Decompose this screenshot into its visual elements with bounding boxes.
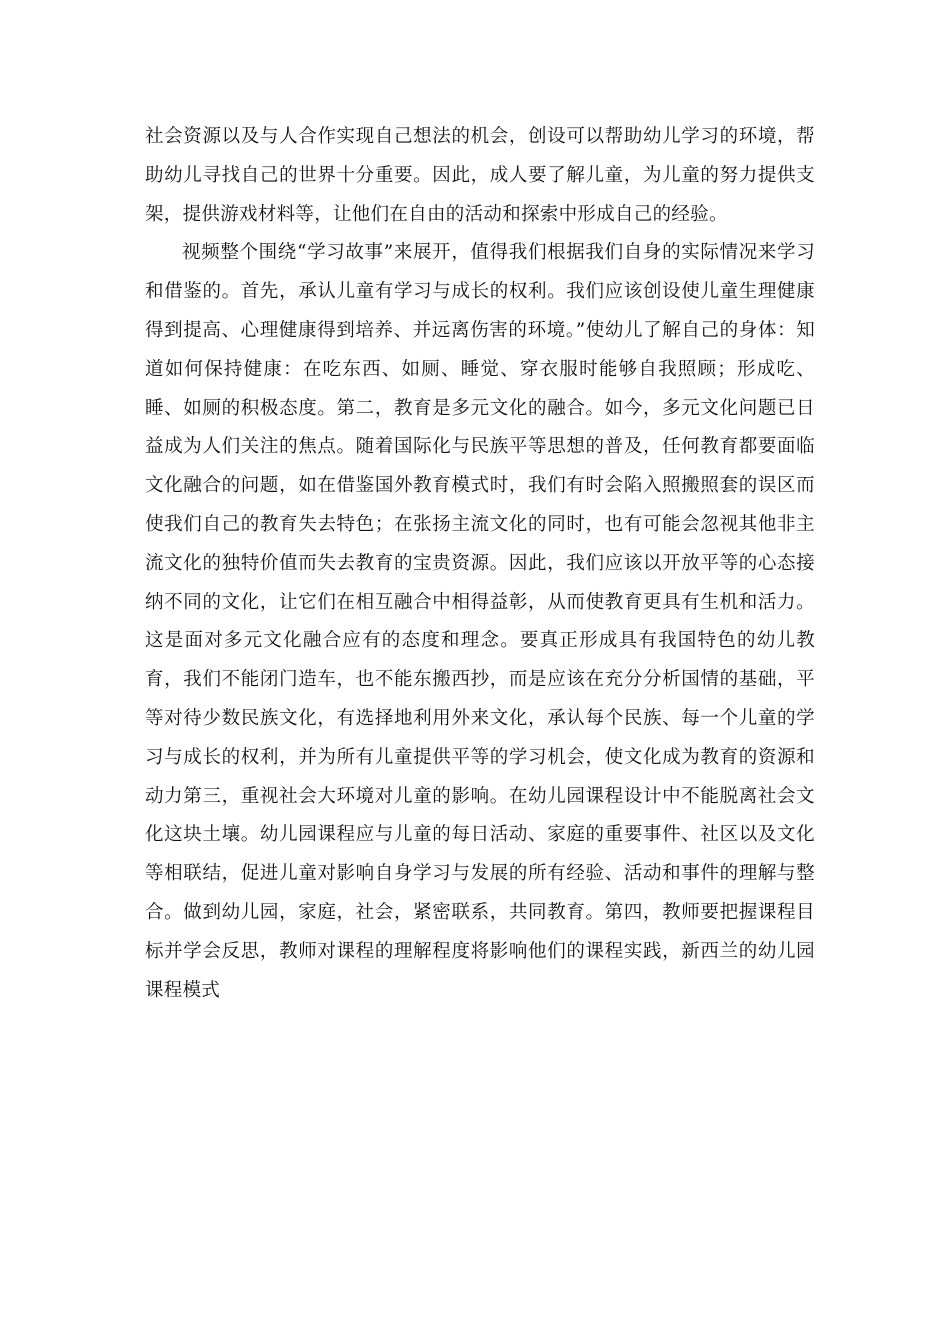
paragraph-1: 社会资源以及与人合作实现自己想法的机会，创设可以帮助幼儿学习的环境，帮助幼儿寻找自己的世界十分重要。因此，成人要了解儿童，为儿童的努力提供支架，提供游戏材料等，让他们在自由的活动和探索中形成自己的经验。 <box>145 126 815 225</box>
paragraph-2: 视频整个围绕“学习故事”来展开，值得我们根据我们自身的实际情况来学习和借鉴的。首先，承认儿童有学习与成长的权利。我们应该创设使儿童生理健康得到提高、心理健康得到培养、并远离伤害的环境。”使幼儿了解自己的身体：知道如何保持健康：在吃东西、如厕、睡觉、穿衣服时能够自我照顾；形成吃、睡、如厕的积极态度。第二，教育是多元文化的融合。如今，多元文化问题已日益成为人们关注的焦点。随着国际化与民族平等思想的普及，任何教育都要面临文化融合的问题，如在借鉴国外教育模式时，我们有时会陷入照搬照套的误区而使我们自己的教育失去特色；在张扬主流文化的同时，也有可能会忽视其他非主流文化的独特价值而失去教育的宝贵资源。因此，我们应该以开放平等的心态接纳不同的文化，让它们在相互融合中相得益彰，从而使教育更具有生机和活力。这是面对多元文化融合应有的态度和理念。要真正形成具有我国特色的幼儿教育，我们不能闭门造车，也不能东搬西抄，而是应该在充分分析国情的基础，平等对待少数民族文化，有选择地利用外来文化，承认每个民族、每一个儿童的学习与成长的权利，并为所有儿童提供平等的学习机会，使文化成为教育的资源和动力第三，重视社会大环境对儿童的影响。在幼儿园课程设计中不能脱离社会文化这块土壤。幼儿园课程应与儿童的每日活动、家庭的重要事件、社区以及文化等相联结，促进儿童对影响自身学习与发展的所有经验、活动和事件的理解与整合。做到幼儿园，家庭，社会，紧密联系，共同教育。第四，教师要把握课程目标并学会反思，教师对课程的理解程度将影响他们的课程实践，新西兰的幼儿园课程模式 <box>145 242 815 1001</box>
document-body <box>145 118 815 1010</box>
